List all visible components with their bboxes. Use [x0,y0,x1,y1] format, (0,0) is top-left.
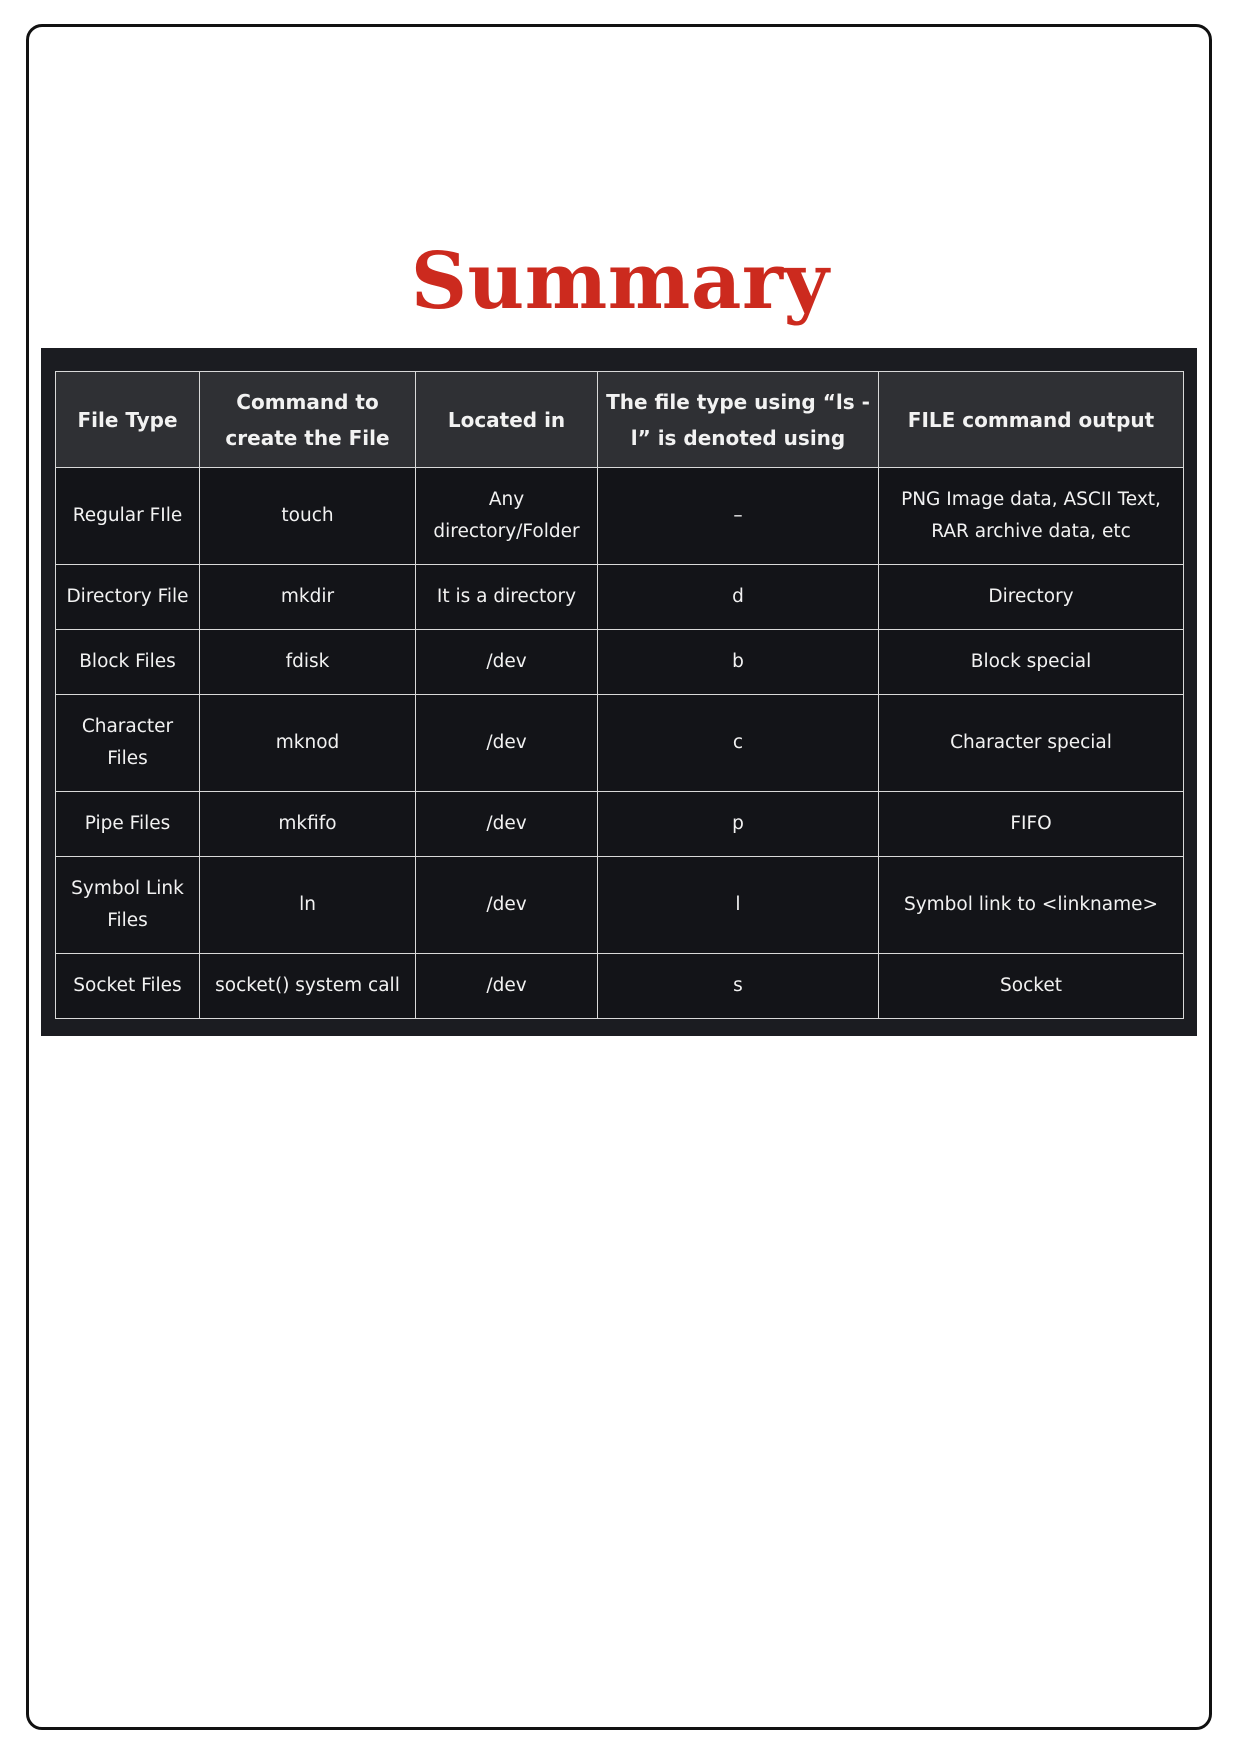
table-header-row [56,372,1184,468]
cell-file-command-output: PNG Image data, ASCII Text, RAR archive data, etc [879,468,1184,565]
cell-file-type: Block Files [56,630,200,695]
cell-file-command-output: FIFO [879,792,1184,857]
cell-file-type: Pipe Files [56,792,200,857]
cell-located-in: /dev [416,954,598,1019]
cell-ls-denotation: c [598,695,879,792]
cell-command: touch [200,468,416,565]
cell-command: mknod [200,695,416,792]
summary-table [55,371,1184,1019]
cell-file-type: Directory File [56,565,200,630]
cell-located-in: /dev [416,630,598,695]
cell-ls-denotation: – [598,468,879,565]
table-row [56,630,1184,695]
cell-command: fdisk [200,630,416,695]
cell-file-command-output: Block special [879,630,1184,695]
cell-command: ln [200,857,416,954]
cell-file-command-output: Character special [879,695,1184,792]
page-title: Summary [410,236,830,328]
cell-file-type: Socket Files [56,954,200,1019]
cell-file-command-output: Symbol link to <linkname> [879,857,1184,954]
table-row [56,954,1184,1019]
header-file-command-output: FILE command output [879,372,1184,468]
cell-located-in: /dev [416,695,598,792]
cell-command: mkdir [200,565,416,630]
cell-ls-denotation: d [598,565,879,630]
cell-file-type: Character Files [56,695,200,792]
cell-command: socket() system call [200,954,416,1019]
table-row [56,792,1184,857]
header-command: Command to create the File [200,372,416,468]
cell-file-type: Symbol Link Files [56,857,200,954]
cell-located-in: Any directory/Folder [416,468,598,565]
header-ls-denotation: The file type using “ls -l” is denoted using [598,372,879,468]
cell-ls-denotation: p [598,792,879,857]
cell-file-type: Regular FIle [56,468,200,565]
cell-located-in: /dev [416,792,598,857]
header-located-in: Located in [416,372,598,468]
cell-file-command-output: Socket [879,954,1184,1019]
cell-ls-denotation: b [598,630,879,695]
table-row [56,565,1184,630]
cell-ls-denotation: s [598,954,879,1019]
header-file-type: File Type [56,372,200,468]
cell-located-in: /dev [416,857,598,954]
cell-command: mkfifo [200,792,416,857]
table-panel [41,348,1197,1036]
cell-ls-denotation: l [598,857,879,954]
cell-located-in: It is a directory [416,565,598,630]
table-row [56,468,1184,565]
table-row [56,857,1184,954]
table-row [56,695,1184,792]
cell-file-command-output: Directory [879,565,1184,630]
